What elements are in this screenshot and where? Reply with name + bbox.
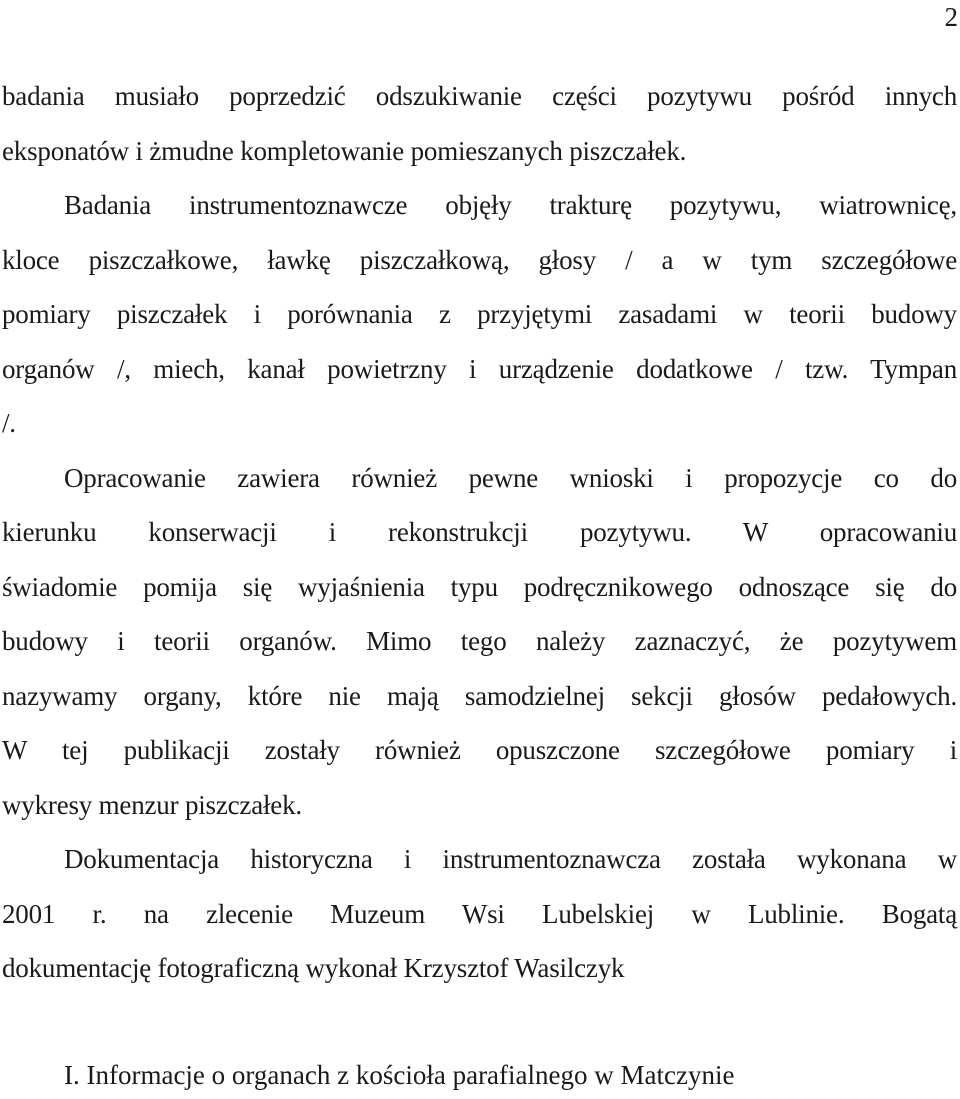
text-line: kierunku konserwacji i rekonstrukcji pozytywu. W opracowaniu xyxy=(2,517,957,547)
text-line: dokumentację fotograficzną wykonał Krzysztof Wasilczyk xyxy=(2,953,625,983)
paragraph-3 xyxy=(2,451,957,833)
text-line: wykresy menzur piszczałek. xyxy=(2,789,302,820)
text-line: Opracowanie zawiera również pewne wnioski i propozycje co do xyxy=(64,462,957,493)
text-line: badania musiało poprzedzić odszukiwanie części pozytywu pośród innych xyxy=(2,81,957,111)
text-line: budowy i teorii organów. Mimo tego należy zaznaczyć, że pozytywem xyxy=(2,626,957,656)
page-number: 2 xyxy=(944,2,958,32)
text-line: nazywamy organy, które nie mają samodzielnej sekcji głosów pedałowych. xyxy=(2,680,957,711)
paragraph-2 xyxy=(2,178,957,451)
text-line: eksponatów i żmudne kompletowanie pomieszanych piszczałek. xyxy=(2,135,687,166)
paragraph-4 xyxy=(2,832,957,996)
text-line: /. xyxy=(2,408,16,438)
text-line: kloce piszczałkowe, ławkę piszczałkową, głosy / a w tym szczegółowe xyxy=(2,244,957,275)
text-line: 2001 r. na zlecenie Muzeum Wsi Lubelskiej w Lublinie. Bogatą xyxy=(2,898,957,929)
text-line: świadomie pomija się wyjaśnienia typu podręcznikowego odnoszące się do xyxy=(2,571,957,602)
paragraph-1 xyxy=(2,69,957,178)
text-line: Dokumentacja historyczna i instrumentoznawcza została wykonana w xyxy=(64,844,957,874)
text-line: W tej publikacji zostały również opuszczone szczegółowe pomiary i xyxy=(2,735,957,765)
body-text xyxy=(2,69,957,996)
text-line: Badania instrumentoznawcze objęły trakturę pozytywu, wiatrownicę, xyxy=(64,190,957,220)
text-line: organów /, miech, kanał powietrzny i urządzenie dodatkowe / tzw. Tympan xyxy=(2,353,957,384)
text-line: pomiary piszczałek i porównania z przyjętymi zasadami w teorii budowy xyxy=(2,299,957,329)
section-heading: I. Informacje o organach z kościoła parafialnego w Matczynie xyxy=(64,1060,735,1090)
